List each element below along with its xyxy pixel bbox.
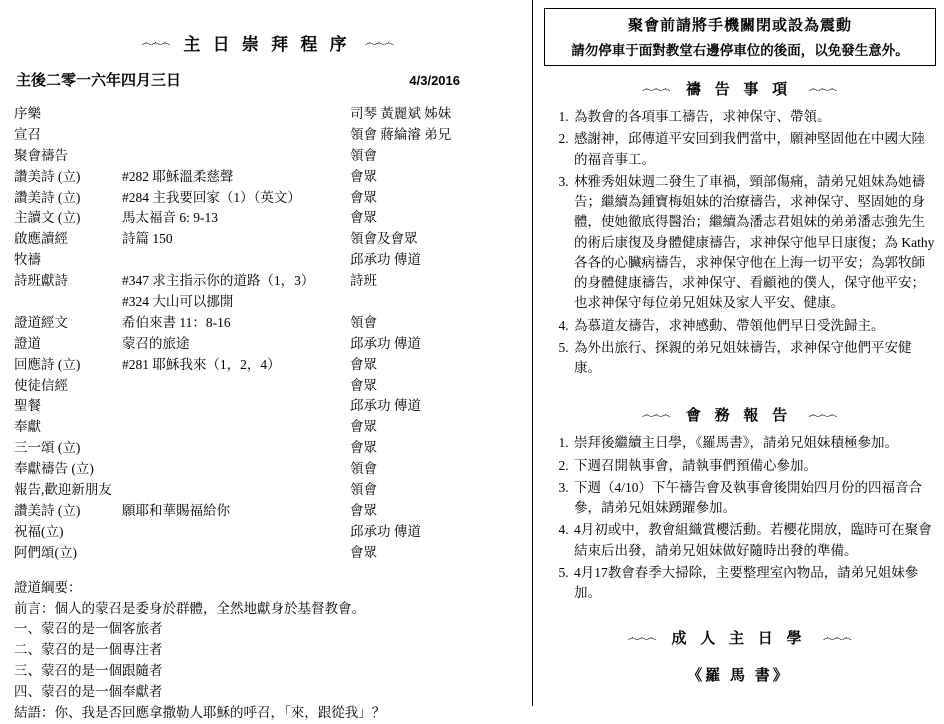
program-person: 邱承功 傳道 xyxy=(350,523,421,539)
program-person: 領會 xyxy=(350,461,377,477)
table-row xyxy=(14,250,520,271)
date-chinese: 主後二零一六年四月三日 xyxy=(16,73,182,89)
list-item: 1. 為教會的各項事工禱告，求神保守、帶領。 xyxy=(572,107,936,127)
sermon-outline-line: 前言：個人的蒙召是委身於群體，全然地獻身於基督教會。 xyxy=(14,600,365,616)
program-detail: #347 求主指示你的道路（1，3） xyxy=(122,273,315,289)
table-row xyxy=(14,334,520,355)
program-item xyxy=(14,292,122,313)
program-item: 聚會禱告 xyxy=(14,147,68,163)
table-row xyxy=(14,376,520,397)
program-item: 詩班獻詩 xyxy=(14,273,68,289)
program-detail: 希伯來書 11：8-16 xyxy=(122,314,231,330)
program-person: 領會及會眾 xyxy=(350,231,418,247)
program-item: 奉獻 xyxy=(14,419,41,435)
table-row xyxy=(14,396,520,417)
program-item: 讚美詩 (立) xyxy=(14,168,81,184)
date-western: 4/3/2016 xyxy=(409,73,460,88)
list-item: 5. 4月17教會春季大掃除，主要整理室內物品，請弟兄姐妹參加。 xyxy=(572,563,936,604)
table-row xyxy=(14,501,520,522)
program-detail xyxy=(122,125,350,146)
notice-secondary-text: 請勿停車于面對教堂右邊停車位的後面，以免發生意外。 xyxy=(571,43,909,58)
table-row xyxy=(14,167,520,188)
list-item: 5. 為外出旅行、探親的弟兄姐妹禱告，求神保守他們平安健康。 xyxy=(572,338,936,379)
church-affairs-heading-label: 會 務 報 告 xyxy=(685,408,793,425)
program-detail: 馬太福音 6: 9-13 xyxy=(122,210,218,226)
table-row xyxy=(14,522,520,543)
prayer-section-heading xyxy=(542,78,936,99)
list-item: 2. 感謝神，邱傳道平安回到我們當中，願神堅固他在中國大陸的福音事工。 xyxy=(572,129,936,170)
program-person: 會眾 xyxy=(350,419,377,435)
program-item: 回應詩 (立) xyxy=(14,356,81,372)
ornament-icon: ෴෴෴ xyxy=(822,630,851,644)
program-item: 奉獻禱告 (立) xyxy=(14,461,94,477)
table-row xyxy=(14,104,520,125)
mobile-phone-notice xyxy=(544,8,936,66)
table-row xyxy=(14,229,520,250)
program-person: 會眾 xyxy=(350,168,377,184)
program-detail: #324 大山可以挪開 xyxy=(122,294,234,310)
program-detail xyxy=(122,480,350,501)
program-person: 會眾 xyxy=(350,544,377,560)
sermon-outline-line: 結語：你、我是否回應拿撒勒人耶穌的呼召，「來，跟從我」？ xyxy=(14,705,386,721)
table-row xyxy=(14,459,520,480)
program-person: 邱承功 傳道 xyxy=(350,252,421,268)
ornament-icon: ෴෴෴ xyxy=(641,407,670,421)
list-item: 4. 4月初或中，教會組織賞櫻活動。若櫻花開放，臨時可在聚會結束后出發，請弟兄姐妹做好隨時出發的準備。 xyxy=(572,520,936,561)
program-detail: 蒙召的旅途 xyxy=(122,335,190,351)
program-person: 會眾 xyxy=(350,377,377,393)
program-table xyxy=(14,104,520,564)
table-row xyxy=(14,271,520,292)
table-row xyxy=(14,543,520,564)
program-item: 主讀文 (立) xyxy=(14,210,81,226)
program-person: 詩班 xyxy=(350,273,377,289)
adult-school-heading-label: 成 人 主 日 學 xyxy=(671,631,807,648)
program-person: 邱承功 傳道 xyxy=(350,335,421,351)
program-item: 祝福(立) xyxy=(14,523,64,539)
program-item: 序樂 xyxy=(14,106,41,121)
program-item: 宣召 xyxy=(14,126,41,142)
program-detail xyxy=(122,417,350,438)
table-row xyxy=(14,125,520,146)
program-item: 證道經文 xyxy=(14,314,68,330)
program-detail: #282 耶穌溫柔慈聲 xyxy=(122,168,234,184)
program-item: 牧禱 xyxy=(14,252,41,268)
sermon-outline-line: 三、蒙召的是一個跟隨者 xyxy=(14,663,163,679)
program-person: 會眾 xyxy=(350,502,377,518)
table-row xyxy=(14,292,520,313)
program-detail xyxy=(122,104,350,125)
church-affairs-section-heading xyxy=(542,404,936,425)
program-detail xyxy=(122,396,350,417)
program-person: 領會 蔣綸濬 弟兄 xyxy=(350,126,452,142)
list-item: 2. 下週召開執事會，請執事們預備心參加。 xyxy=(572,456,936,476)
prayer-heading-label: 禱 告 事 項 xyxy=(685,82,793,98)
adult-school-book-title: 《羅 馬 書》 xyxy=(687,668,791,685)
table-row xyxy=(14,480,520,501)
table-row xyxy=(14,208,520,229)
announcements-column xyxy=(534,0,944,706)
table-row xyxy=(14,355,520,376)
program-item: 聖餐 xyxy=(14,398,41,414)
ornament-icon: ෴෴෴ xyxy=(808,81,837,95)
program-person: 領會 xyxy=(350,314,377,330)
list-item: 3. 林雅秀姐妹週二發生了車禍，頸部傷痛，請弟兄姐妹為她禱告；繼續為鍾寶梅姐妹的治療禱告，求神保守、堅固她的身體，使她徹底得醫治；繼續為潘志君姐妹的弟弟潘志強先生的術后康復及身體健康禱告，求神保守他早日康復；為 Kathy 各各的心臟病禱告，求神保守他在上海一切平安；為郭牧師的身體健康禱告，求神保守、看顧祂的僕人，保守他平安；也求神保守每位弟兄姐妹及家人平安、健康。 xyxy=(572,172,936,314)
notice-primary-text: 聚會前請將手機關閉或設為震動 xyxy=(627,18,852,34)
prayer-items-list xyxy=(542,107,936,378)
church-affairs-list xyxy=(542,433,936,603)
program-detail xyxy=(122,522,350,543)
program-title-row xyxy=(14,30,520,55)
ornament-icon: ෴෴෴ xyxy=(641,81,670,95)
program-detail xyxy=(122,543,350,564)
program-item: 阿們頌(立) xyxy=(14,544,77,560)
adult-sunday-school-heading xyxy=(542,627,936,648)
program-item: 使徒信經 xyxy=(14,377,68,393)
program-detail: 詩篇 150 xyxy=(122,231,173,247)
program-item: 三一頌 (立) xyxy=(14,440,81,456)
sermon-outline-line: 一、蒙召的是一個客旅者 xyxy=(14,621,163,637)
program-person: 司琴 黃麗斌 姊妹 xyxy=(350,106,452,121)
page-title: 主 日 崇 拜 程 序 xyxy=(183,35,351,54)
program-item: 證道 xyxy=(14,335,41,351)
table-row xyxy=(14,438,520,459)
program-detail xyxy=(122,438,350,459)
ornament-icon: ෴෴෴ xyxy=(364,35,393,49)
program-person: 會眾 xyxy=(350,189,377,205)
table-row xyxy=(14,188,520,209)
table-row xyxy=(14,146,520,167)
program-item: 讚美詩 (立) xyxy=(14,502,81,518)
column-divider xyxy=(532,0,533,706)
list-item: 4. 為慕道友禱告，求神感動、帶領他們早日受洗歸主。 xyxy=(572,316,936,336)
program-detail: 願耶和華賜福給你 xyxy=(122,502,230,518)
program-person: 會眾 xyxy=(350,440,377,456)
program-person: 會眾 xyxy=(350,210,377,226)
program-item: 報告,歡迎新朋友 xyxy=(14,482,112,498)
program-detail xyxy=(122,376,350,397)
sermon-outline-line: 二、蒙召的是一個專注者 xyxy=(14,642,163,658)
program-detail xyxy=(122,146,350,167)
date-row xyxy=(16,69,520,90)
program-person: 領會 xyxy=(350,147,377,163)
table-row xyxy=(14,417,520,438)
sermon-outline-line: 四、蒙召的是一個奉獻者 xyxy=(14,684,163,700)
program-detail xyxy=(122,459,350,480)
program-item: 啟應讀經 xyxy=(14,231,68,247)
ornament-icon: ෴෴෴ xyxy=(141,35,170,49)
list-item: 1. 崇拜後繼續主日學，《羅馬書》，請弟兄姐妹積極參加。 xyxy=(572,433,936,453)
program-detail: #284 主我要回家（1）（英文） xyxy=(122,189,301,205)
program-person: 會眾 xyxy=(350,356,377,372)
program-item: 讚美詩 (立) xyxy=(14,189,81,205)
program-person xyxy=(350,292,520,313)
program-detail xyxy=(122,250,350,271)
program-person: 領會 xyxy=(350,482,377,498)
sermon-outline-title: 證道綱要： xyxy=(14,579,82,595)
ornament-icon: ෴෴෴ xyxy=(627,630,656,644)
program-detail: #281 耶穌我來（1，2，4） xyxy=(122,356,281,372)
table-row xyxy=(14,313,520,334)
list-item: 3. 下週（4/10）下午禱告會及執事會後開始四月份的四福音合參，請弟兄姐妹踴躍參加。 xyxy=(572,478,936,519)
ornament-icon: ෴෴෴ xyxy=(808,407,837,421)
program-person: 邱承功 傳道 xyxy=(350,398,421,414)
sermon-outline xyxy=(14,578,520,724)
